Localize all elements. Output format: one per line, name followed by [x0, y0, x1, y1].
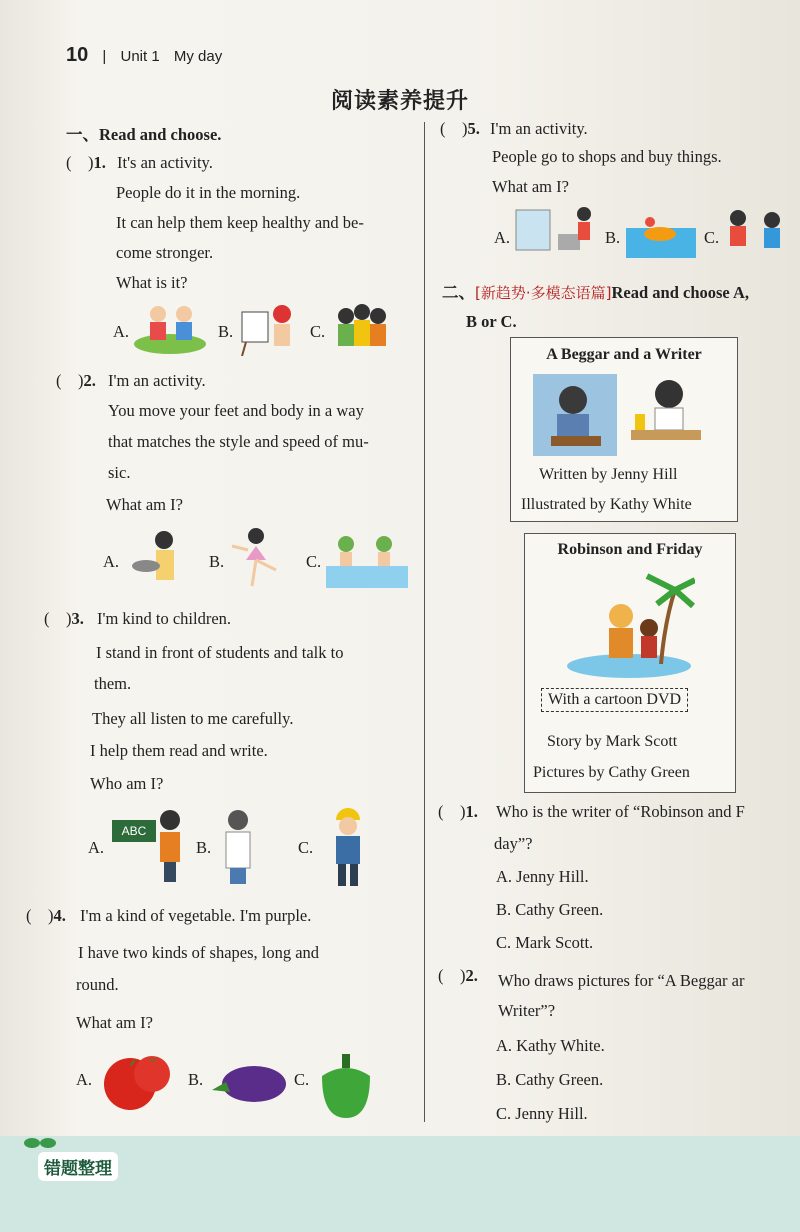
beggar-image [533, 374, 617, 456]
p1-option-a[interactable]: A. Jenny Hill. [496, 867, 589, 886]
fishing-image [326, 530, 408, 590]
q1-number: 1. [93, 153, 106, 172]
q5-line: People go to shops and buy things. [492, 147, 722, 166]
p1-answer-bracket[interactable]: ( )1. [438, 802, 478, 821]
q2-number: 2. [83, 371, 96, 390]
p1-option-c[interactable]: C. Mark Scott. [496, 933, 594, 952]
q2-line: I'm an activity. [108, 371, 206, 390]
page-number: 10 [66, 44, 89, 66]
q1-line: It's an activity. [117, 153, 213, 172]
q2-line: that matches the style and speed of mu- [108, 432, 369, 451]
robinson-friday-image [565, 570, 695, 680]
q1-option-a[interactable]: A. [113, 322, 130, 341]
q1-line: come stronger. [116, 243, 214, 262]
book2-pictures: Pictures by Cathy Green [533, 764, 690, 781]
q5-option-b[interactable]: B. [605, 228, 621, 247]
book1-card [510, 337, 738, 522]
q4-number: 4. [53, 906, 66, 925]
teacher-image [112, 806, 190, 884]
q3-line: I help them read and write. [90, 741, 268, 760]
p1-question-cont: day”? [494, 834, 533, 853]
q2-line: sic. [108, 463, 131, 482]
footer-band [0, 1136, 800, 1232]
cooking-image [130, 528, 186, 588]
blackboard-text: ABC [112, 820, 156, 842]
section2-prefix: 二、 [442, 283, 475, 302]
q4-line: round. [76, 975, 119, 994]
error-review-label: 错题整理 [38, 1152, 118, 1181]
q3-number: 3. [71, 609, 84, 628]
q4-option-c[interactable]: C. [294, 1070, 310, 1089]
section2-title-cont: B or C. [466, 312, 517, 331]
q1-line: It can help them keep healthy and be- [116, 213, 364, 232]
q4-answer-bracket[interactable]: ( )4. [26, 906, 66, 925]
q3-line: They all listen to me carefully. [92, 709, 294, 728]
section2-heading [442, 282, 749, 304]
section2-tag: [新趋势·多模态语篇] [475, 284, 612, 302]
q4-option-a[interactable]: A. [76, 1070, 93, 1089]
shopping-image [514, 204, 598, 262]
q1-line: People do it in the morning. [116, 183, 301, 202]
book2-title: Robinson and Friday [557, 541, 703, 558]
column-divider [424, 122, 425, 1122]
worker-image [320, 808, 376, 888]
q1-option-b[interactable]: B. [218, 322, 234, 341]
q2-line: You move your feet and body in a way [108, 401, 364, 420]
q4-line: I'm a kind of vegetable. I'm purple. [80, 906, 312, 925]
book1-written: Written by Jenny Hill [539, 466, 678, 483]
section2-title: Read and choose A, [611, 283, 750, 302]
q5-option-c[interactable]: C. [704, 228, 720, 247]
p2-number: 2. [465, 966, 478, 985]
p1-question: Who is the writer of “Robinson and F [496, 802, 745, 821]
q2-option-b[interactable]: B. [209, 552, 225, 571]
q3-line: I stand in front of students and talk to [96, 643, 344, 662]
q5-answer-bracket[interactable]: ( )5. [440, 119, 480, 138]
q3-line: Who am I? [90, 774, 164, 793]
unit-label: Unit 1 [120, 48, 160, 65]
p2-question: Who draws pictures for “A Beggar ar [498, 971, 745, 990]
book1-illustrated: Illustrated by Kathy White [521, 496, 692, 513]
q2-line: What am I? [106, 495, 183, 514]
header-separator: | [102, 48, 107, 65]
p2-question-cont: Writer”? [498, 1001, 556, 1020]
p2-answer-bracket[interactable]: ( )2. [438, 966, 478, 985]
kids-group-image [330, 298, 394, 356]
q4-option-b[interactable]: B. [188, 1070, 204, 1089]
swimming-image [626, 212, 696, 260]
writer-image [629, 374, 703, 456]
q5-line: I'm an activity. [490, 119, 588, 138]
q3-option-a[interactable]: A. [88, 838, 105, 857]
q2-option-a[interactable]: A. [103, 552, 120, 571]
q5-line: What am I? [492, 177, 569, 196]
q3-answer-bracket[interactable]: ( )3. [44, 609, 84, 628]
kids-playing-image [722, 206, 792, 266]
q2-answer-bracket[interactable]: ( )2. [56, 371, 96, 390]
section1-heading: 一、Read and choose. [66, 125, 222, 144]
p2-option-c[interactable]: C. Jenny Hill. [496, 1104, 588, 1123]
q3-line: I'm kind to children. [97, 609, 232, 628]
q1-option-c[interactable]: C. [310, 322, 326, 341]
q3-line: them. [94, 674, 132, 693]
eggplant-image [208, 1058, 288, 1108]
topic-label: My day [173, 48, 223, 65]
book2-card [524, 533, 736, 793]
dvd-label: With a cartoon DVD [541, 688, 688, 712]
dancing-image [228, 526, 284, 590]
q1-line: What is it? [116, 273, 188, 292]
page-header [66, 44, 222, 67]
doctor-image [218, 808, 258, 886]
leaf-icon [22, 1134, 58, 1152]
q1-answer-bracket[interactable]: ( )1. [66, 153, 106, 172]
book2-story: Story by Mark Scott [547, 733, 678, 750]
p2-option-a[interactable]: A. Kathy White. [496, 1036, 605, 1055]
q3-option-c[interactable]: C. [298, 838, 314, 857]
p2-option-b[interactable]: B. Cathy Green. [496, 1070, 604, 1089]
green-pepper-image [314, 1050, 378, 1122]
book1-title: A Beggar and a Writer [546, 346, 702, 363]
q3-option-b[interactable]: B. [196, 838, 212, 857]
q4-line: What am I? [76, 1013, 153, 1032]
page-title: 阅读素养提升 [330, 89, 469, 114]
q2-option-c[interactable]: C. [306, 552, 322, 571]
p1-option-b[interactable]: B. Cathy Green. [496, 900, 604, 919]
tomato-image [100, 1044, 174, 1114]
painting-image [238, 302, 296, 356]
q5-option-a[interactable]: A. [494, 228, 511, 247]
kids-exercising-image [132, 300, 208, 356]
q4-line: I have two kinds of shapes, long and [78, 943, 320, 962]
p1-number: 1. [465, 802, 478, 821]
q5-number: 5. [467, 119, 480, 138]
